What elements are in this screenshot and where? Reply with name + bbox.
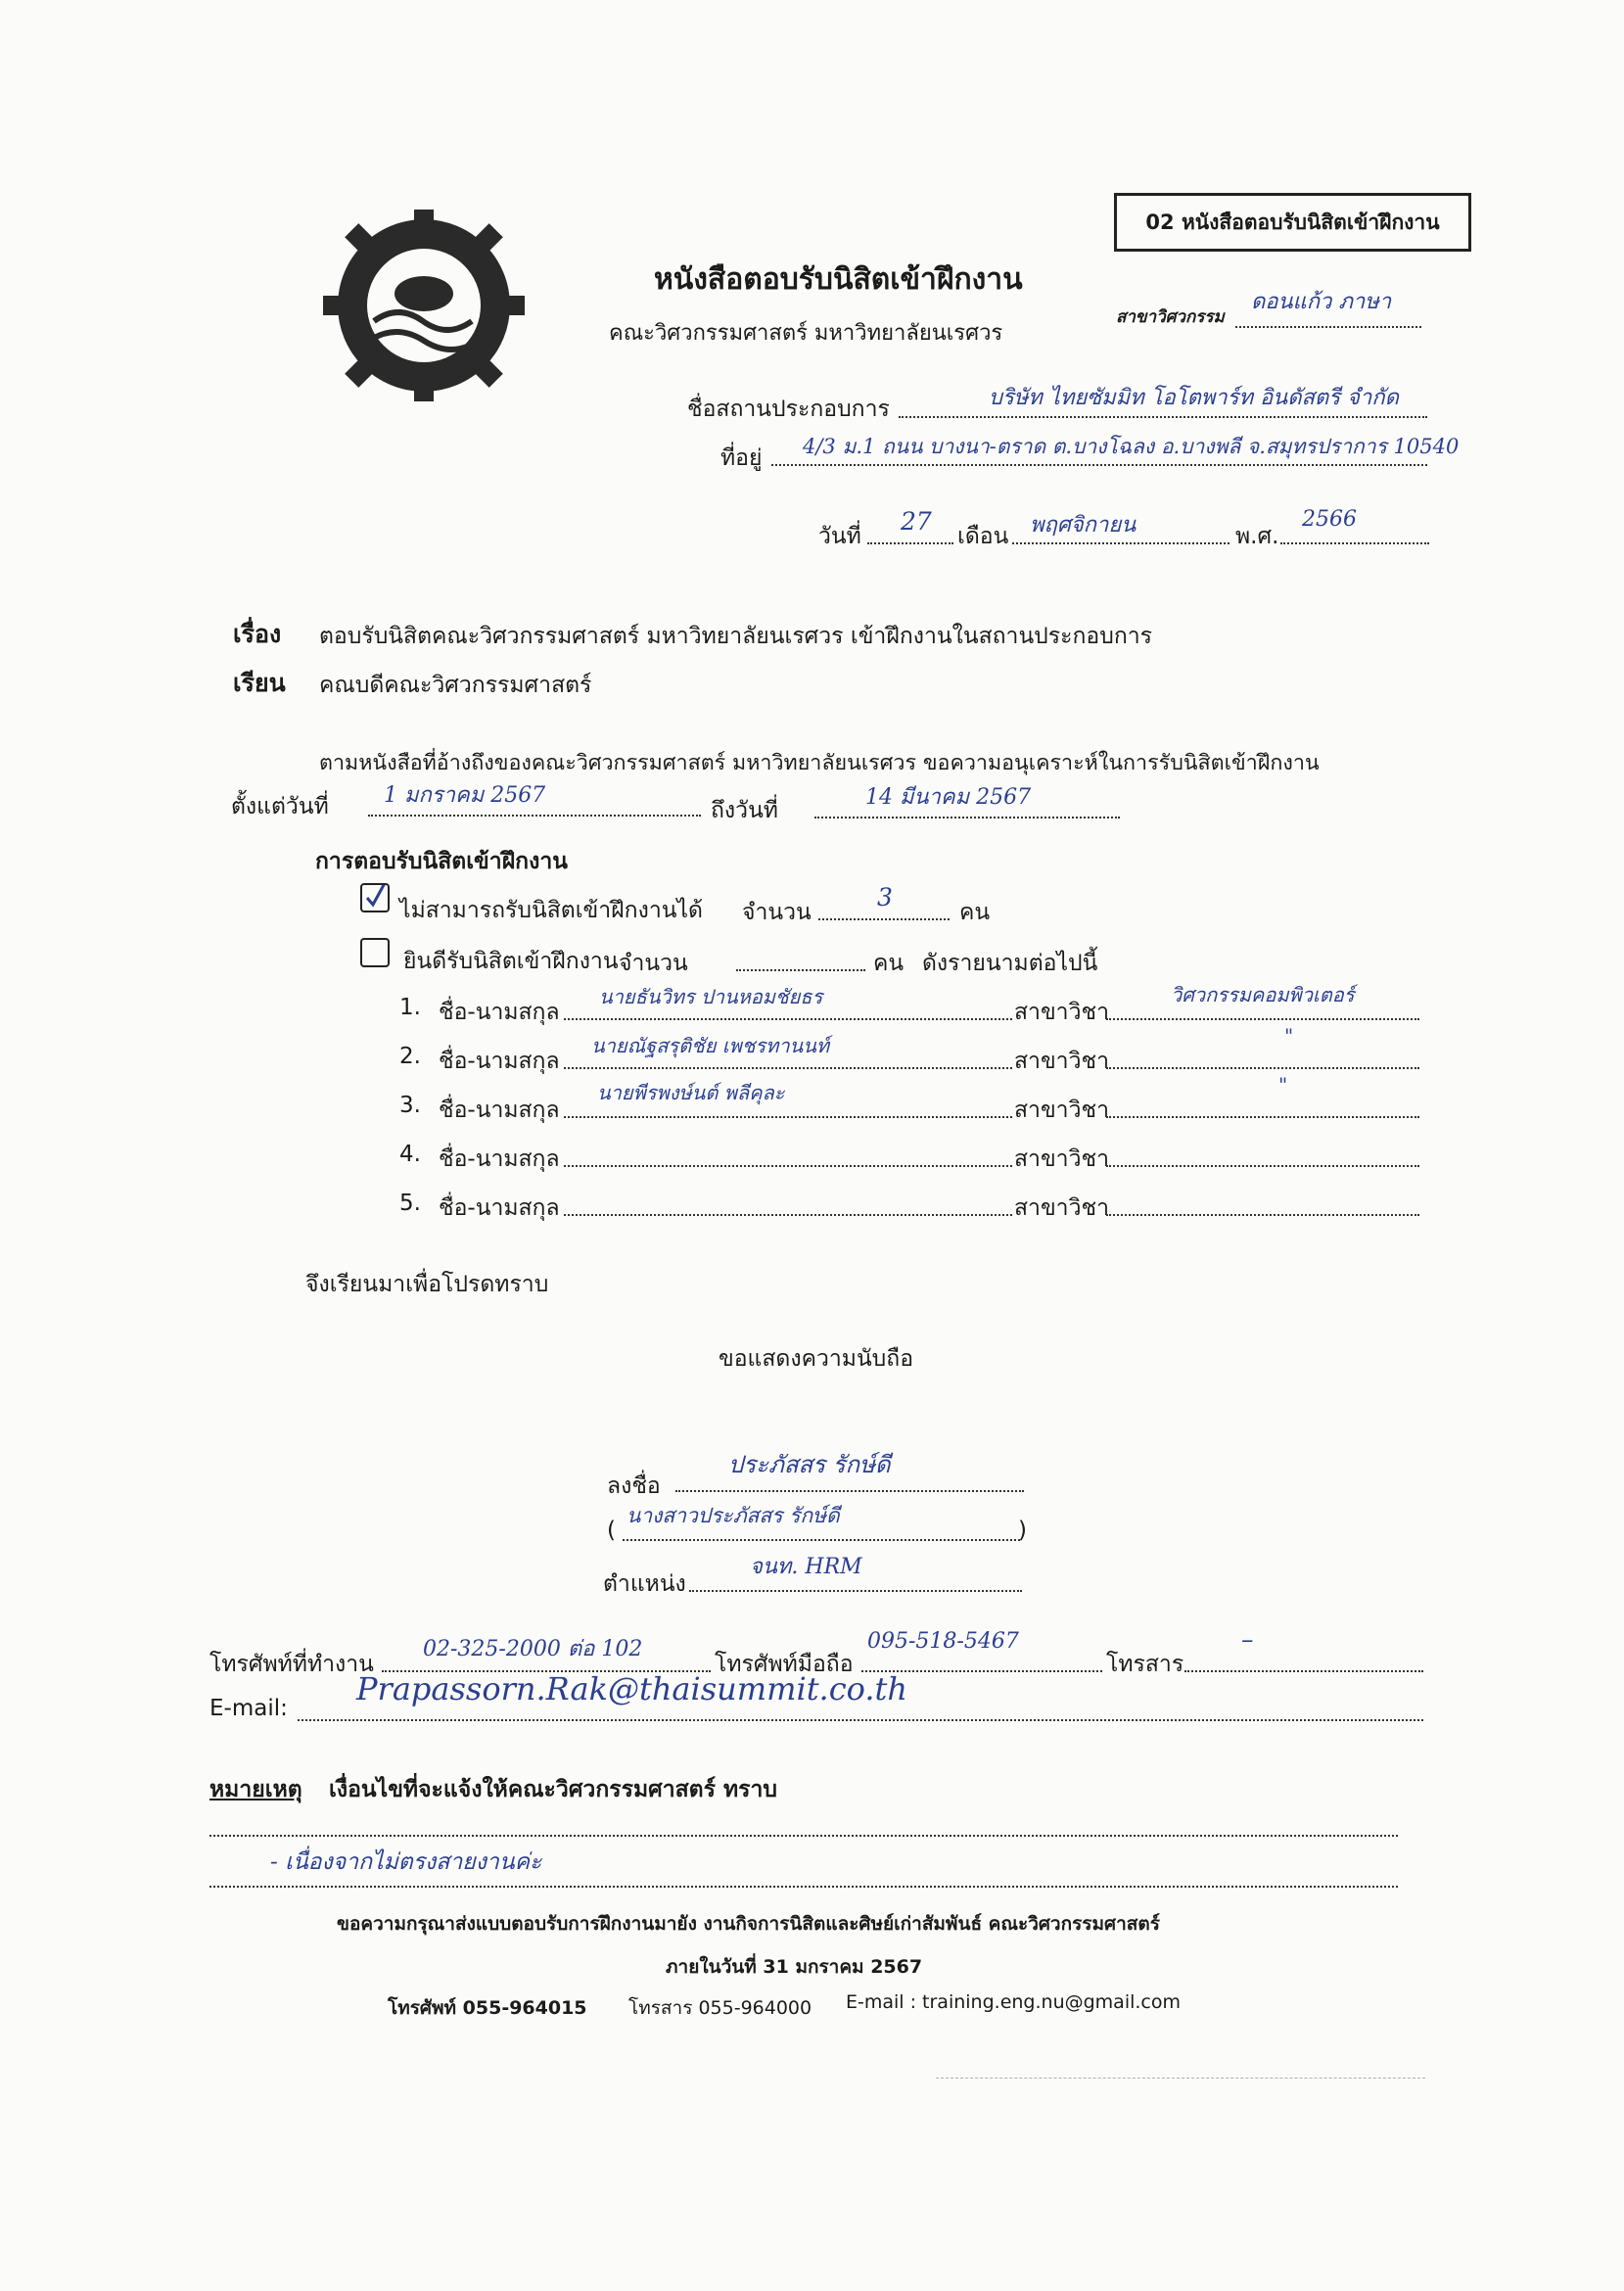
address-value: 4/3 ม.1 ถนน บางนา-ตราด ต.บางโฉลง อ.บางพลี จ.สมุทรปราการ 10540 [803, 435, 1460, 458]
year-label: พ.ศ. [1235, 524, 1279, 549]
date-year: 2566 [1302, 507, 1357, 532]
student-branch-label: สาขาวิชา [1014, 1049, 1110, 1074]
accept-count-label: จำนวน [619, 951, 688, 976]
to-text: คณบดีคณะวิศวกรรมศาสตร์ [319, 673, 592, 698]
student-branch-line [1106, 1165, 1419, 1167]
fax-line [1184, 1670, 1423, 1672]
to-date-value: 14 มีนาคม 2567 [865, 785, 1032, 810]
student-branch-label: สาขาวิชา [1014, 1000, 1110, 1025]
footer-line-2: ภายในวันที่ 31 มกราคม 2567 [666, 1956, 923, 1978]
to-date-line [814, 817, 1120, 818]
accept-tail: ดังรายนามต่อไปนี้ [922, 951, 1098, 976]
position-label: ตำแหน่ง [603, 1571, 686, 1597]
footer-phone: โทรศัพท์ 055-964015 [388, 1997, 587, 2019]
accept-checkbox[interactable] [360, 938, 390, 967]
footer-fax: โทรสาร 055-964000 [628, 1997, 812, 2019]
student-name-line [564, 1116, 1012, 1118]
company-label: ชื่อสถานประกอบการ [687, 397, 890, 422]
date-day-line [867, 542, 953, 544]
date-day: 27 [901, 507, 932, 536]
response-heading: การตอบรับนิสิตเข้าฝึกงาน [315, 849, 568, 874]
sign-label: ลงชื่อ [607, 1473, 661, 1499]
student-name-label: ชื่อ-นามสกุล [439, 1146, 560, 1172]
accept-option-label: ยินดีรับนิสิตเข้าฝึกงาน [403, 949, 619, 974]
decline-count-line [818, 918, 950, 920]
footer-email: E-mail : training.eng.nu@gmail.com [846, 1991, 1181, 2013]
respect-text: ขอแสดงความนับถือ [719, 1346, 914, 1372]
sign-name-close: ) [1018, 1518, 1027, 1543]
student-name-label: ชื่อ-นามสกุล [439, 1195, 560, 1221]
footer-line-1: ขอความกรุณาส่งแบบตอบรับการฝึกงานมายัง งานกิจการนิสิตและศิษย์เก่าสัมพันธ์ คณะวิศวกรรมศาสตร์ [337, 1913, 1160, 1935]
student-branch: " [1278, 1073, 1288, 1097]
sign-name: นางสาวประภัสสร รักษ์ดี [626, 1504, 840, 1527]
major-label: สาขาวิศวกรรม [1116, 307, 1225, 327]
phone-work-value: 02-325-2000 ต่อ 102 [423, 1637, 643, 1661]
student-name-label: ชื่อ-นามสกุล [439, 1000, 560, 1025]
student-number: 5. [399, 1191, 421, 1216]
email-value: Prapassorn.Rak@thaisummit.co.th [356, 1670, 907, 1707]
student-name-label: ชื่อ-นามสกุล [439, 1049, 560, 1074]
student-number: 3. [399, 1093, 421, 1118]
student-branch: " [1284, 1024, 1294, 1048]
form-code-box: 02 หนังสือตอบรับนิสิตเข้าฝึกงาน [1114, 193, 1471, 252]
date-month: พฤศจิกายน [1030, 513, 1137, 538]
sign-name-line [623, 1539, 1020, 1541]
remark-label: หมายเหตุ [209, 1777, 302, 1802]
student-branch-line [1106, 1116, 1419, 1118]
position-line [689, 1590, 1022, 1592]
remark-text: เงื่อนไขที่จะแจ้งให้คณะวิศวกรรมศาสตร์ ทราบ [329, 1777, 778, 1802]
student-name-label: ชื่อ-นามสกุล [439, 1098, 560, 1123]
phone-work-label: โทรศัพท์ที่ทำงาน [209, 1652, 374, 1677]
decline-checkbox[interactable] [360, 883, 390, 912]
student-branch-label: สาขาวิชา [1014, 1195, 1110, 1221]
remark-line-2 [209, 1886, 1398, 1888]
accept-count-line [736, 969, 865, 971]
subject-label: เรื่อง [233, 620, 282, 648]
mobile-value: 095-518-5467 [867, 1629, 1019, 1654]
email-label: E-mail: [209, 1696, 288, 1721]
decline-count: 3 [877, 883, 893, 912]
student-name-line [564, 1165, 1012, 1167]
to-date-label: ถึงวันที่ [711, 798, 778, 823]
major-line [1235, 326, 1421, 328]
major-value: ดอนแก้ว ภาษา [1251, 290, 1392, 314]
email-line [298, 1719, 1423, 1721]
subject-text: ตอบรับนิสิตคณะวิศวกรรมศาสตร์ มหาวิทยาลัยนเรศวร เข้าฝึกงานในสถานประกอบการ [319, 624, 1153, 649]
accept-unit: คน [873, 951, 905, 976]
date-month-line [1012, 542, 1230, 544]
remark-value: - เนื่องจากไม่ตรงสายงานค่ะ [270, 1849, 542, 1875]
student-number: 2. [399, 1044, 421, 1069]
student-number: 4. [399, 1142, 421, 1167]
student-name: นายพีรพงษ์นต์ พลีคุละ [597, 1081, 785, 1104]
scan-line-bottom [936, 2078, 1425, 2079]
student-branch: วิศวกรรมคอมพิวเตอร์ [1171, 983, 1355, 1006]
student-name-line [564, 1018, 1012, 1020]
from-line [368, 815, 701, 817]
student-branch-line [1106, 1067, 1419, 1069]
fax-label: โทรสาร [1106, 1652, 1184, 1677]
student-name-line [564, 1067, 1012, 1069]
to-label: เรียน [233, 669, 286, 697]
from-label: ตั้งแต่วันที่ [231, 794, 329, 819]
student-name: นายธันวิทร ปานหอมชัยธร [599, 985, 823, 1008]
date-year-line [1280, 542, 1429, 544]
decline-unit: คน [959, 900, 991, 925]
closing-text: จึงเรียนมาเพื่อโปรดทราบ [305, 1272, 549, 1297]
sign-line [675, 1490, 1024, 1492]
faculty-logo [315, 204, 533, 407]
company-value: บริษัท ไทยซัมมิท โอโตพาร์ท อินดัสตรี จำกัด [989, 386, 1399, 410]
from-value: 1 มกราคม 2567 [384, 783, 546, 808]
student-branch-line [1106, 1018, 1419, 1020]
student-name: นายณัฐสรุติชัย เพชรทานนท์ [591, 1034, 830, 1057]
fax-value: – [1241, 1625, 1254, 1654]
mobile-label: โทรศัพท์มือถือ [715, 1652, 854, 1677]
address-line [771, 464, 1427, 466]
decline-option-label: ไม่สามารถรับนิสิตเข้าฝึกงานได้ [399, 898, 703, 923]
date-label: วันที่ [818, 524, 861, 549]
remark-line-1 [209, 1835, 1398, 1837]
student-branch-line [1106, 1214, 1419, 1216]
sign-name-open: ( [607, 1518, 616, 1543]
position-value: จนท. HRM [750, 1555, 862, 1579]
student-branch-label: สาขาวิชา [1014, 1098, 1110, 1123]
student-number: 1. [399, 995, 421, 1020]
check-icon [362, 885, 388, 911]
address-label: ที่อยู่ [720, 445, 763, 471]
body-line: ตามหนังสือที่อ้างถึงของคณะวิศวกรรมศาสตร์ มหาวิทยาลัยนเรศวร ขอความอนุเคราะห์ในการรับนิสิตเข้าฝึกงาน [319, 751, 1320, 775]
decline-count-label: จำนวน [742, 900, 812, 925]
company-line [899, 416, 1427, 418]
student-name-line [564, 1214, 1012, 1216]
signature: ประภัสสร รักษ์ดี [728, 1451, 891, 1478]
month-label: เดือน [957, 524, 1009, 549]
document-title: หนังสือตอบรับนิสิตเข้าฝึกงาน [654, 262, 1023, 297]
student-branch-label: สาขาวิชา [1014, 1146, 1110, 1172]
faculty-name: คณะวิศวกรรมศาสตร์ มหาวิทยาลัยนเรศวร [609, 321, 1003, 346]
